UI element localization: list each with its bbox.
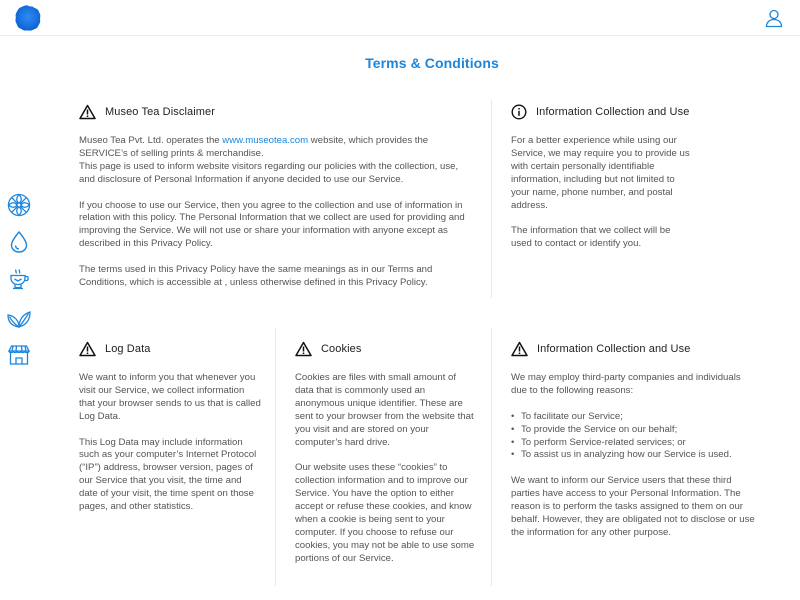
third-party-section: [511, 340, 755, 540]
disclaimer-text: This page is used to inform website visitors regarding our policies with the collection, use, and disclosure of Personal Information if anyone decided to use our Service.: [79, 160, 459, 185]
section-title: Information Collection and Use: [536, 106, 690, 118]
list-item: • To provide the Service on our behalf;: [511, 424, 755, 437]
blue-blob-logo-icon[interactable]: [14, 4, 42, 32]
page-title: Terms & Conditions: [365, 55, 499, 71]
cookies-paragraph: Our website uses these “cookies” to collection information and to improve our Service. You have the option to either accept or refuse these cookies, and know when a cookie is being sent to your computer. If you choose to refuse our cookies, you may not be able to use some portions of our Service.: [295, 462, 475, 564]
column-divider: [491, 100, 492, 298]
info-collection-section: [511, 103, 693, 251]
list-item: • To perform Service-related services; or: [511, 437, 755, 450]
warning-icon: [79, 341, 96, 357]
museotea-link[interactable]: www.museotea.com: [222, 135, 309, 146]
log-paragraph: We want to inform you that whenever you visit our Service, we collect information that your browser sends to us that is called Log Data.: [79, 372, 261, 422]
section-title: Cookies: [321, 343, 362, 355]
disclaimer-text: website, which provides the SERVICE’s of selling prints & merchandise.: [79, 135, 429, 159]
third-party-paragraph: We want to inform our Service users that these third parties have access to your Personal Information. The reason is to perform the tasks assigned to them on our behalf. However, they are obligated not to disclose or use the information for any other purpose.: [511, 475, 755, 538]
list-item: • To assist us in analyzing how our Service is used.: [511, 449, 755, 462]
nav-shop-icon[interactable]: [6, 342, 32, 368]
disclaimer-paragraph: If you choose to use our Service, then you agree to the collection and use of information in relation with this policy. The Personal Information that we collect are used for providing and improving the Service. We will not use or share your information with anyone except as described in this Privacy Policy.: [79, 199, 465, 250]
warning-icon: [511, 341, 528, 357]
column-divider: [275, 328, 276, 586]
section-title: Museo Tea Disclaimer: [105, 106, 216, 118]
warning-icon: [79, 104, 96, 120]
section-title: Information Collection and Use: [537, 343, 691, 355]
user-icon[interactable]: [764, 8, 784, 28]
reasons-list: [511, 411, 755, 463]
warning-icon: [295, 341, 312, 357]
third-party-paragraph: We may employ third-party companies and individuals due to the following reasons:: [511, 372, 741, 396]
column-divider: [491, 328, 492, 586]
section-title: Log Data: [105, 343, 151, 355]
disclaimer-paragraph: The terms used in this Privacy Policy have the same meanings as in our Terms and Conditions, which is accessible at , unless otherwise defined in this Privacy Policy.: [79, 264, 433, 288]
disclaimer-text: Museo Tea Pvt. Ltd. operates the: [79, 135, 223, 146]
log-data-section: [79, 340, 261, 514]
nav-tea-wheel-icon[interactable]: [6, 192, 32, 218]
info-paragraph: For a better experience while using our Service, we may require you to provide us with certain personally identifiable information, including but not limited to your name, phone number, and postal address.: [511, 135, 690, 211]
nav-water-drop-icon[interactable]: [6, 229, 32, 255]
top-bar: [0, 0, 800, 36]
log-paragraph: This Log Data may include information such as your computer’s Internet Protocol (“IP”) address, browser version, pages of our Service that you visit, the time and date of your visit, the time spent on those pages, and other statistics.: [79, 436, 257, 513]
cookies-paragraph: Cookies are files with small amount of data that is commonly used an anonymous unique identifier. These are sent to your browser from the website that you visit and are stored on your computer’s hard drive.: [295, 372, 474, 448]
cookies-section: [295, 340, 477, 566]
list-item: • To facilitate our Service;: [511, 411, 755, 424]
info-paragraph: The information that we collect will be used to contact or identify you.: [511, 225, 671, 250]
nav-tea-cup-icon[interactable]: [6, 266, 32, 292]
nav-leaves-icon[interactable]: [6, 306, 32, 332]
info-icon: [511, 104, 527, 120]
disclaimer-section: [79, 103, 475, 290]
